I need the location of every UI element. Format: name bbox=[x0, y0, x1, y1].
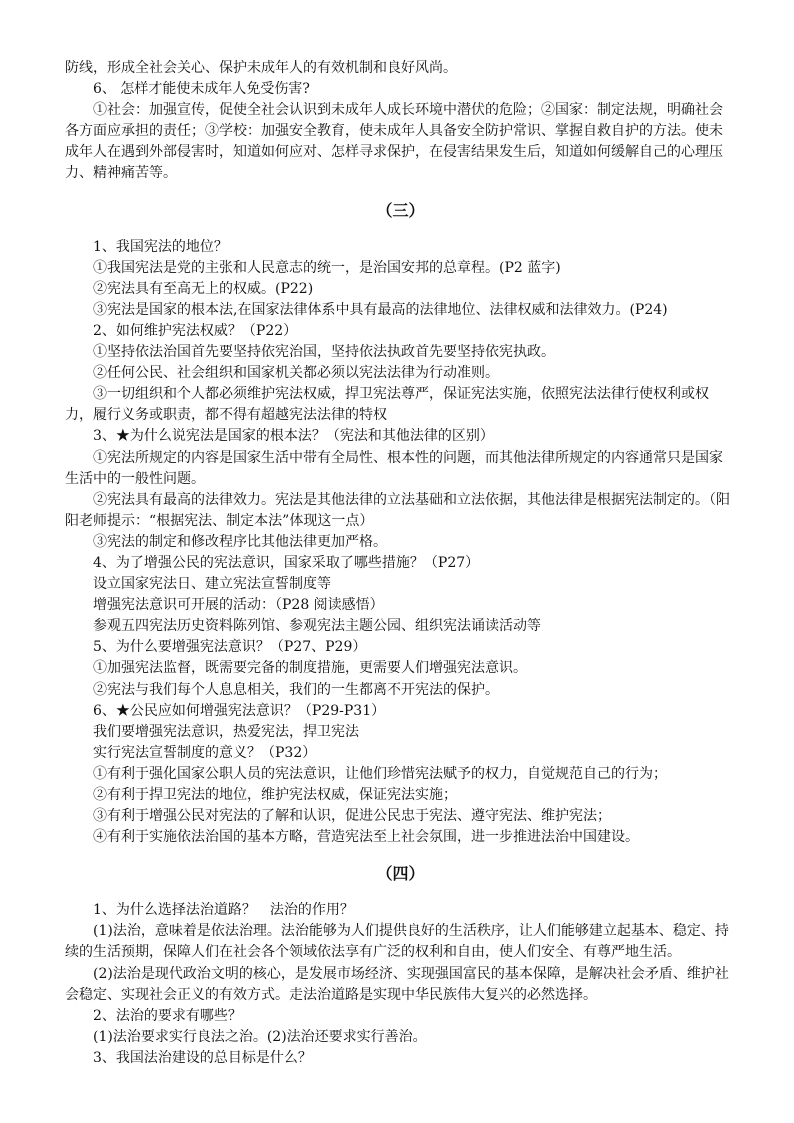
text-line: ③一切组织和个人都必须维护宪法权威，捍卫宪法尊严，保证宪法实施，依照宪法法律行使权利或权力，履行义务或职责，都不得有超越宪法法律的特权 bbox=[65, 386, 709, 424]
text-line: 5、为什么要增强宪法意识？（P27、P29） bbox=[93, 639, 367, 656]
section-heading-3: （三） bbox=[376, 200, 425, 220]
text-line: 2、如何维护宪法权威？（P22） bbox=[93, 322, 298, 339]
text-line: 1、为什么选择法治道路？ 法治的作用？ bbox=[93, 902, 354, 919]
text-line: ①加强宪法监督，既需要完备的制度措施，更需要人们增强宪法意识。 bbox=[93, 660, 527, 677]
text-line: 6、★公民应如何增强宪法意识？（P29-P31） bbox=[93, 702, 386, 719]
text-line: ①我国宪法是党的主张和人民意志的统一，是治国安邦的总章程。(P2 蓝字) bbox=[93, 259, 561, 276]
section-heading-4: （四） bbox=[376, 864, 425, 884]
section-3-body bbox=[65, 237, 736, 849]
text-line: ①坚持依法治国首先要坚持依宪治国，坚持依法执政首先要坚持依宪执政。 bbox=[93, 344, 555, 361]
text-line: ②任何公民、社会组织和国家机关都必须以宪法法律为行动准则。 bbox=[93, 365, 499, 382]
text-line: ②宪法具有最高的法律效力。宪法是其他法律的立法基础和立法依据，其他法律是根据宪法制定的。（阳阳老师提示：“根据宪法、制定本法”体现这一点） bbox=[65, 491, 730, 529]
answer-6: ①社会：加强宣传，促使全社会认识到未成年人成长环境中潜伏的危险；②国家：制定法规，明确社会各方面应承担的责任；③学校：加强安全教育，使未成年人具备安全防护常识、掌握自救自护的方法。使未成年人在遇到外部侵害时，知道如何应对、怎样寻求保护，在侵害结果发生后，知道如何缓解自己的心理压力、精神痛苦等。 bbox=[65, 102, 723, 182]
text-line: ①有利于强化国家公职人员的宪法意识，让他们珍惜宪法赋予的权力，自觉规范自己的行为； bbox=[93, 765, 667, 782]
text-line: 1、我国宪法的地位？ bbox=[93, 238, 228, 255]
text-line: ①宪法所规定的内容是国家生活中带有全局性、根本性的问题，而其他法律所规定的内容通常只是国家生活中的一般性问题。 bbox=[65, 449, 723, 487]
text-line: 参观五四宪法历史资料陈列馆、参观宪法主题公园、组织宪法诵读活动等 bbox=[93, 618, 541, 635]
text-line: 3、我国法治建设的总目标是什么？ bbox=[93, 1049, 312, 1066]
text-line: ②宪法具有至高无上的权威。(P22) bbox=[93, 280, 314, 297]
text-line: ③宪法是国家的根本法,在国家法律体系中具有最高的法律地位、法律权威和法律效力。(P24) bbox=[93, 301, 668, 318]
text-line: (2)法治是现代政治文明的核心，是发展市场经济、实现强国富民的基本保障，是解决社会矛盾、维护社会稳定、实现社会正义的有效方式。走法治道路是实现中华民族伟大复兴的必然选择。 bbox=[65, 965, 729, 1003]
text-line: 3、★为什么说宪法是国家的根本法？（宪法和其他法律的区别） bbox=[93, 428, 494, 445]
text-line: 我们要增强宪法意识，热爱宪法，捍卫宪法 bbox=[93, 723, 359, 740]
section-4-body bbox=[65, 900, 736, 1069]
text-line: 增强宪法意识可开展的活动：（P28 阅读感悟） bbox=[93, 597, 384, 614]
text-line: 设立国家宪法日、建立宪法宣誓制度等 bbox=[93, 576, 331, 593]
text-line: 实行宪法宣誓制度的意义？（P32） bbox=[93, 744, 317, 761]
text-line: ④有利于实施依法治国的基本方略，营造宪法至上社会氛围，进一步推进法治中国建设。 bbox=[93, 829, 639, 846]
text-line: 2、法治的要求有哪些？ bbox=[93, 1007, 242, 1024]
text-line: (1)法治要求实行良法之治。(2)法治还要求实行善治。 bbox=[93, 1028, 427, 1045]
question-6: 6、 怎样才能使未成年人免受伤害? bbox=[93, 81, 310, 98]
paragraph-continuation: 防线，形成全社会关心、保护未成年人的有效机制和良好风尚。 bbox=[65, 60, 457, 76]
text-line: ②有利于捍卫宪法的地位，维护宪法权威，保证宪法实施； bbox=[93, 787, 457, 803]
text-line: ②宪法与我们每个人息息相关，我们的一生都离不开宪法的保护。 bbox=[93, 681, 499, 698]
text-line: 4、为了增强公民的宪法意识，国家采取了哪些措施？（P27） bbox=[93, 554, 480, 571]
text-line: ③宪法的制定和修改程序比其他法律更加严格。 bbox=[93, 533, 387, 550]
text-line: (1)法治，意味着是依法治理。法治能够为人们提供良好的生活秩序，让人们能够建立起基本、稳定、持续的生活预期，保障人们在社会各个领域依法享有广泛的权利和自由，使人们安全、有尊严地生活。 bbox=[65, 923, 729, 961]
text-line: ③有利于增强公民对宪法的了解和认识，促进公民忠于宪法、遵守宪法、维护宪法； bbox=[93, 808, 611, 825]
